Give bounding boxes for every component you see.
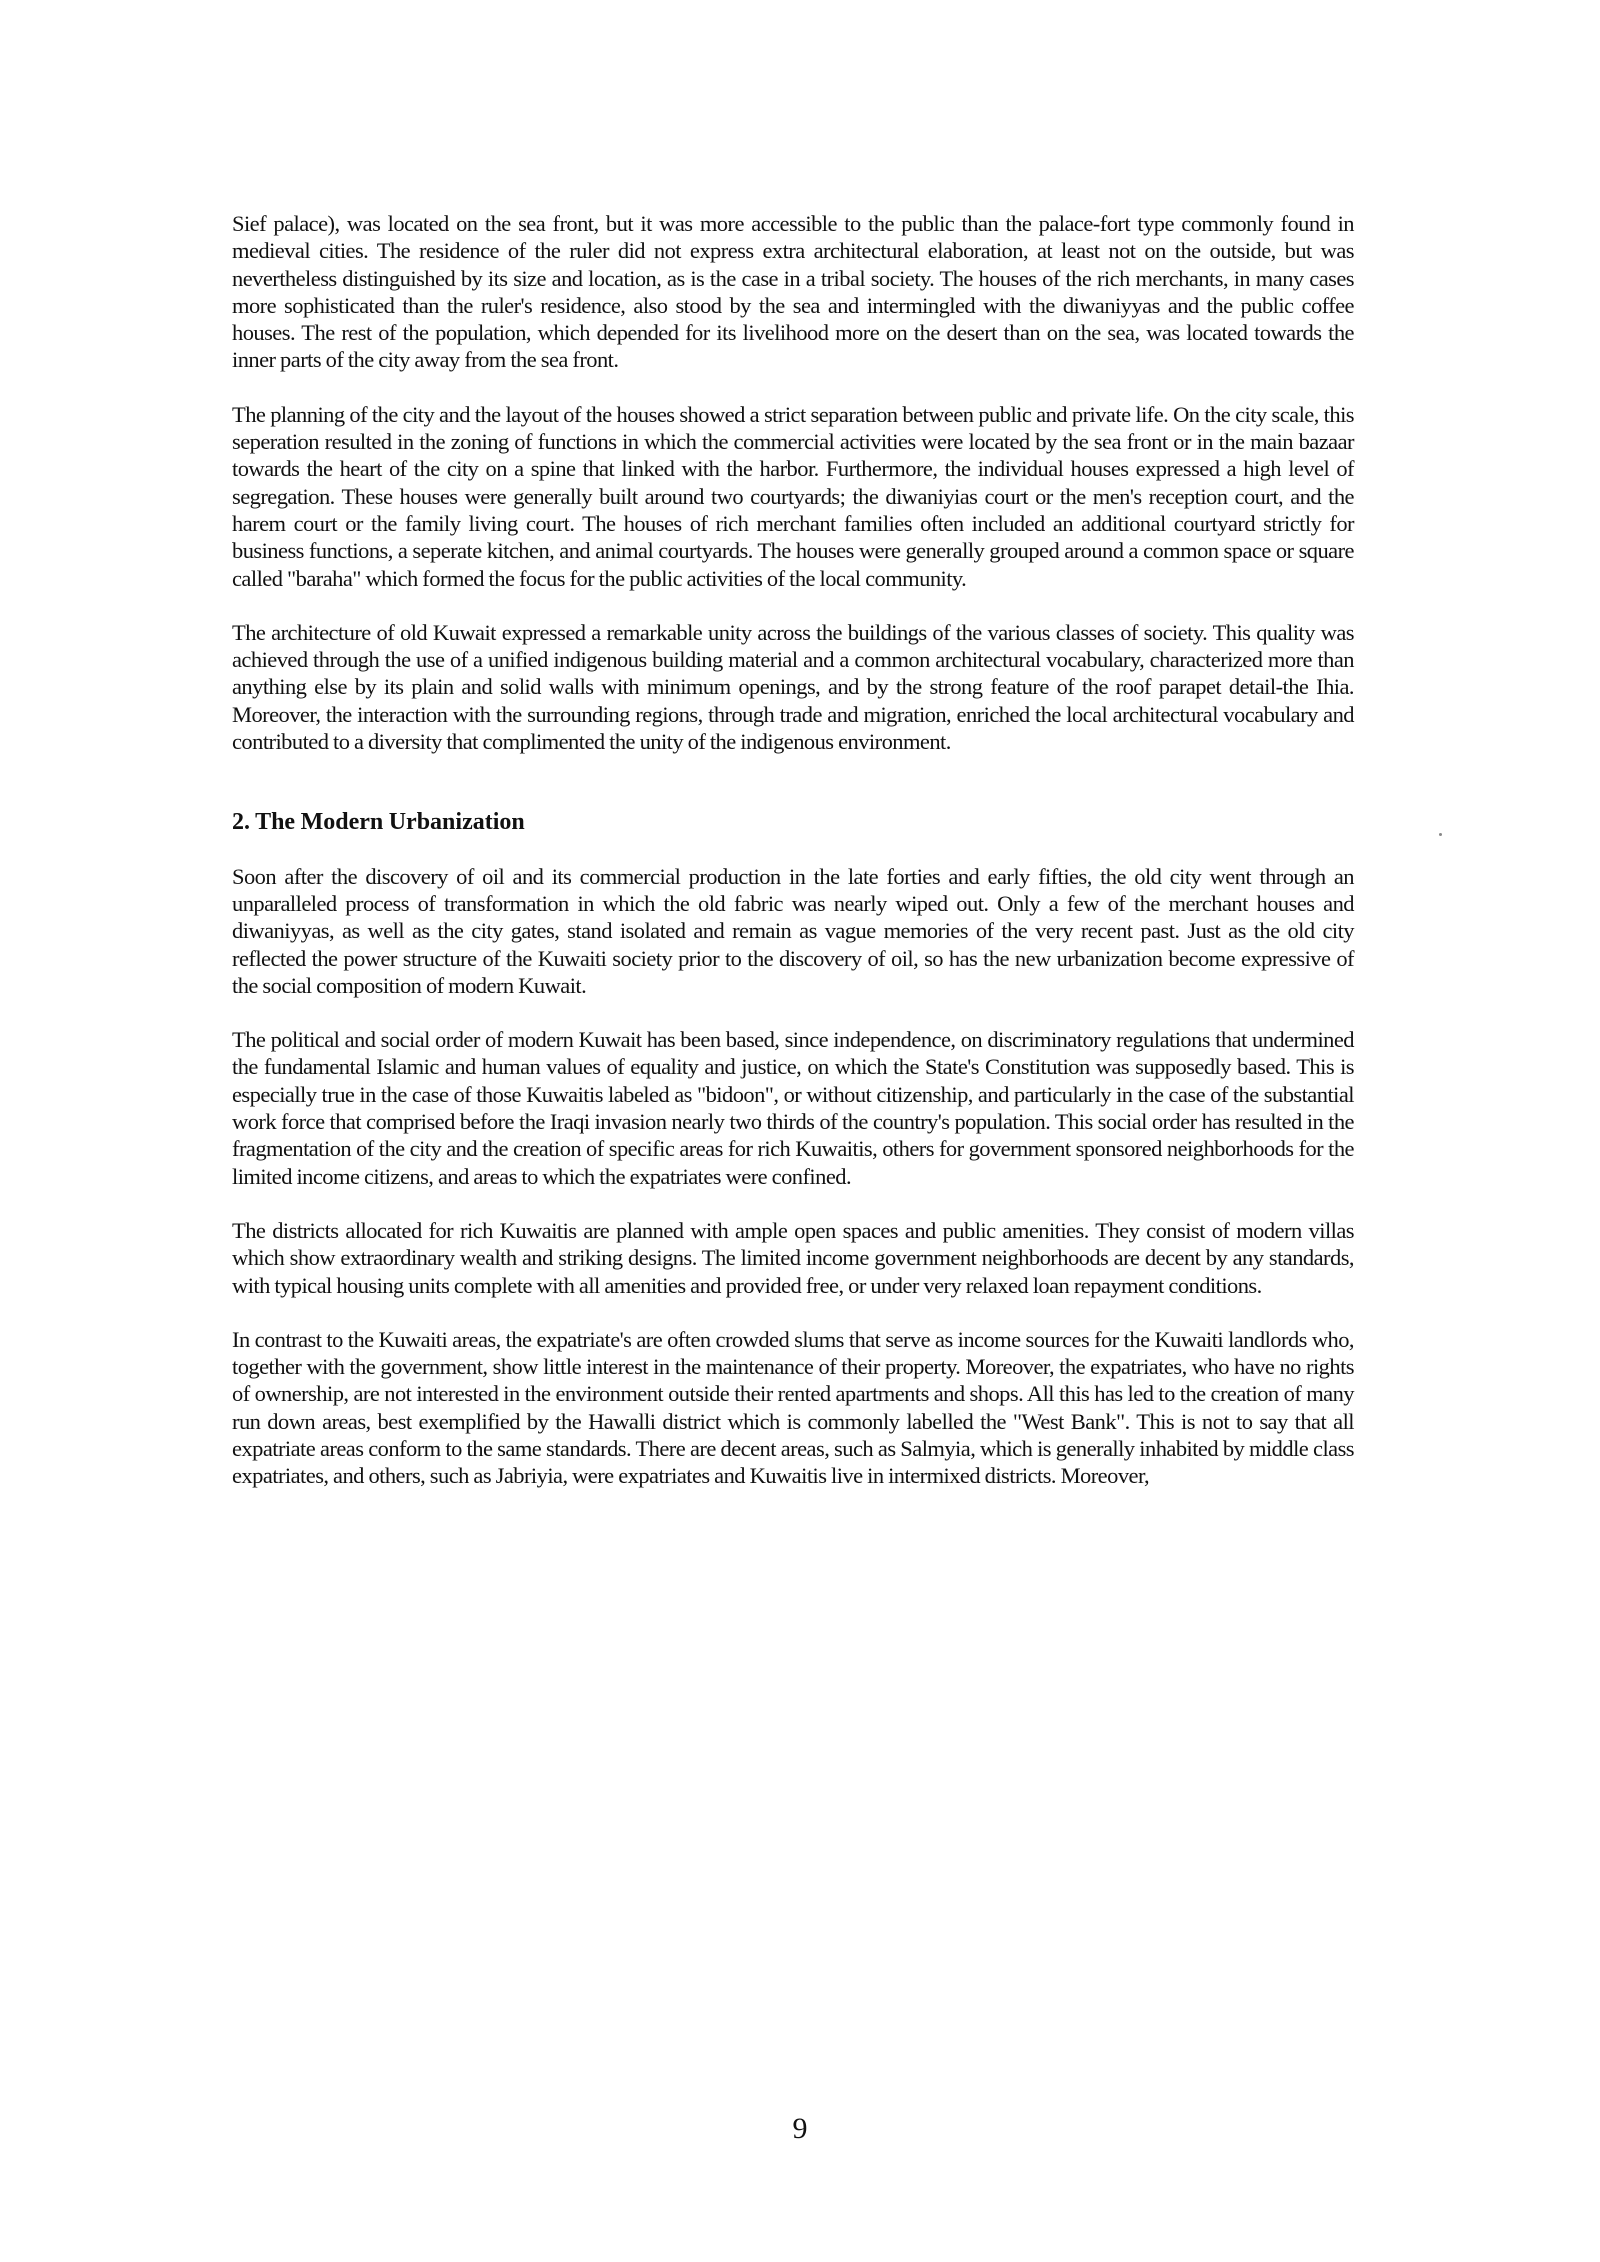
paragraph-rich-districts: The districts allocated for rich Kuwaitis are planned with ample open spaces and public amenities. They consist of modern villas which show extraordinary wealth and striking designs. The limited income government neighborhoods are decent by any standards, with typical housing units complete with all amenities and provided free, or under very relaxed loan repayment conditions. [232,1217,1354,1298]
page-number: 9 [792,2112,808,2145]
paragraph-sief-palace: Sief palace), was located on the sea front, but it was more accessible to the public than the palace-fort type commonly found in medieval cities. The residence of the ruler did not express extra architectural elaboration, at least not on the outside, but was nevertheless distinguished by its size and location, as is the case in a tribal society. The houses of the rich merchants, in many cases more sophisticated than the ruler's residence, also stood by the sea and intermingled with the diwaniyyas and the public coffee houses. The rest of the population, which depended for its livelihood more on the desert than on the sea, was located towards the inner parts of the city away from the sea front. [232,211,1354,373]
paragraph-architecture-unity: The architecture of old Kuwait expressed a remarkable unity across the buildings of the various classes of society. This quality was achieved through the use of a unified indigenous building material and a common architectural vocabulary, characterized more than anything else by its plain and solid walls with minimum openings, and by the strong feature of the roof parapet detail-the Ihia. Moreover, the interaction with the surrounding regions, through trade and migration, enriched the local architectural vocabulary and contributed to a diversity that complimented the unity of the indigenous environment. [232,619,1354,755]
paragraph-oil-discovery: Soon after the discovery of oil and its commercial production in the late forties and early fifties, the old city went through an unparalleled process of transformation in which the old fabric was nearly wiped out. Only a few of the merchant houses and diwaniyyas, as well as the city gates, stand isolated and remain as vague memories of the very recent past. Just as the old city reflected the power structure of the Kuwaiti society prior to the discovery of oil, so has the new urbanization become expressive of the social composition of modern Kuwait. [232,863,1354,998]
paragraph-expatriate-areas: In contrast to the Kuwaiti areas, the expatriate's are often crowded slums that serve as income sources for the Kuwaiti landlords who, together with the government, show little interest in the maintenance of their property. Moreover, the expatriates, who have no rights of ownership, are not interested in the environment outside their rented apartments and shops. All this has led to the creation of many run down areas, best exemplified by the Hawalli district which is commonly labelled the "West Bank". This is not to say that all expatriate areas conform to the same standards. There are decent areas, such as Salmyia, which is generally inhabited by middle class expatriates, and others, such as Jabriyia, were expatriates and Kuwaitis live in intermixed districts. Moreover, [232,1326,1354,1489]
paragraph-political-order: The political and social order of modern Kuwait has been based, since independence, on discriminatory regulations that undermined the fundamental Islamic and human values of equality and justice, on which the State's Constitution was supposedly based. This is especially true in the case of those Kuwaitis labeled as "bidoon", or without citizenship, and particularly in the case of the substantial work force that comprised before the Iraqi invasion nearly two thirds of the country's population. This social order has resulted in the fragmentation of the city and the creation of specific areas for rich Kuwaitis, others for government sponsored neighborhoods for the limited income citizens, and areas to which the expatriates were confined. [232,1027,1354,1189]
paragraph-city-planning: The planning of the city and the layout of the houses showed a strict separation between public and private life. On the city scale, this seperation resulted in the zoning of functions in which the commercial activities were located by the sea front or in the main bazaar towards the heart of the city on a spine that linked with the harbor. Furthermore, the individual houses expressed a high level of segregation. These houses were generally built around two courtyards; the diwaniyias court or the men's reception court, and the harem court or the family living court. The houses of rich merchant families often included an additional courtyard strictly for business functions, a seperate kitchen, and animal courtyards. The houses were generally grouped around a common space or square called "baraha" which formed the focus for the public activities of the local community. [232,401,1354,591]
scan-speck [1439,833,1442,836]
document-body [232,210,1354,1517]
section-heading: 2. The Modern Urbanization [232,809,525,836]
